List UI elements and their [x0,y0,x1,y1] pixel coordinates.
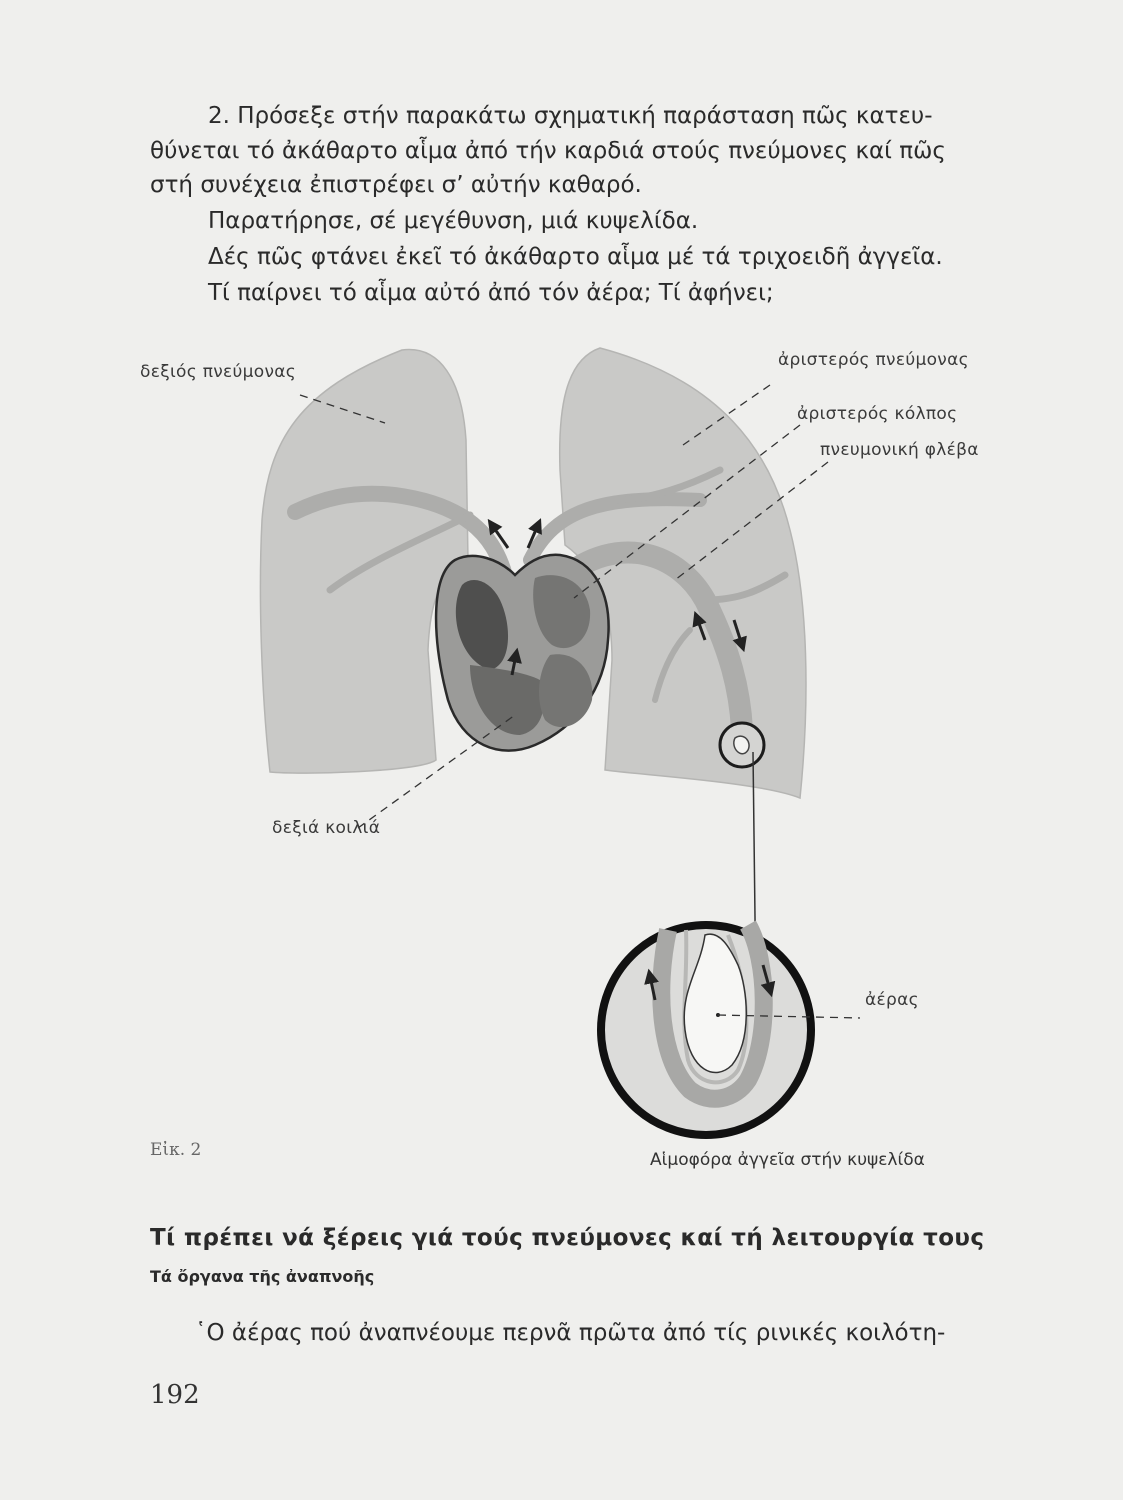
section-body-start: ῾Ο ἀέρας πού ἀναπνέουμε περνᾶ πρῶτα ἀπό τίς ρινικές κοιλότη- [195,1320,946,1346]
label-pulmonary-vein: πνευμονική φλέβα [820,440,979,460]
section-subheading: Τά ὄργανα τῆς ἀναπνοῆς [150,1267,375,1286]
label-right-lung: δεξιός πνεύμονας [140,362,297,382]
section-heading: Τί πρέπει νά ξέρεις γιά τούς πνεύμονες καί τή λειτουργία τους [150,1225,985,1251]
right-lung-shape [260,350,468,774]
label-left-lung: ἀριστερός πνεύμονας [778,350,969,370]
intro-paragraph-1-line-3: στή συνέχεια ἐπιστρέφει σ’ αὐτήν καθαρό. [150,172,642,198]
intro-paragraph-4: Τί παίρνει τό αἷμα αὐτό ἀπό τόν ἀέρα; Τί ἀφήνει; [208,280,774,306]
label-left-atrium: ἀριστερός κόλπος [797,404,958,424]
figure-caption: Αἱμοφόρα ἀγγεῖα στήν κυψελίδα [650,1150,925,1170]
intro-paragraph-1-line-2: θύνεται τό ἀκάθαρτο αἷμα ἀπό τήν καρδιά στούς πνεύμονες καί πῶς [150,138,946,164]
page-number: 192 [150,1380,200,1410]
intro-paragraph-2: Παρατήρησε, σέ μεγέθυνση, μιά κυψελίδα. [208,208,699,234]
figure-number: Εἰκ. 2 [150,1140,202,1160]
alveolus-magnified [601,925,811,1135]
intro-paragraph-3: Δές πῶς φτάνει ἐκεῖ τό ἀκάθαρτο αἷμα μέ τά τριχοειδῆ ἀγγεῖα. [208,244,943,270]
intro-paragraph-1-line-1: 2. Πρόσεξε στήν παρακάτω σχηματική παράσταση πῶς κατευ- [208,103,933,129]
label-right-ventricle: δεξιά κοιλιά [272,818,381,838]
label-air: ἀέρας [865,990,919,1010]
